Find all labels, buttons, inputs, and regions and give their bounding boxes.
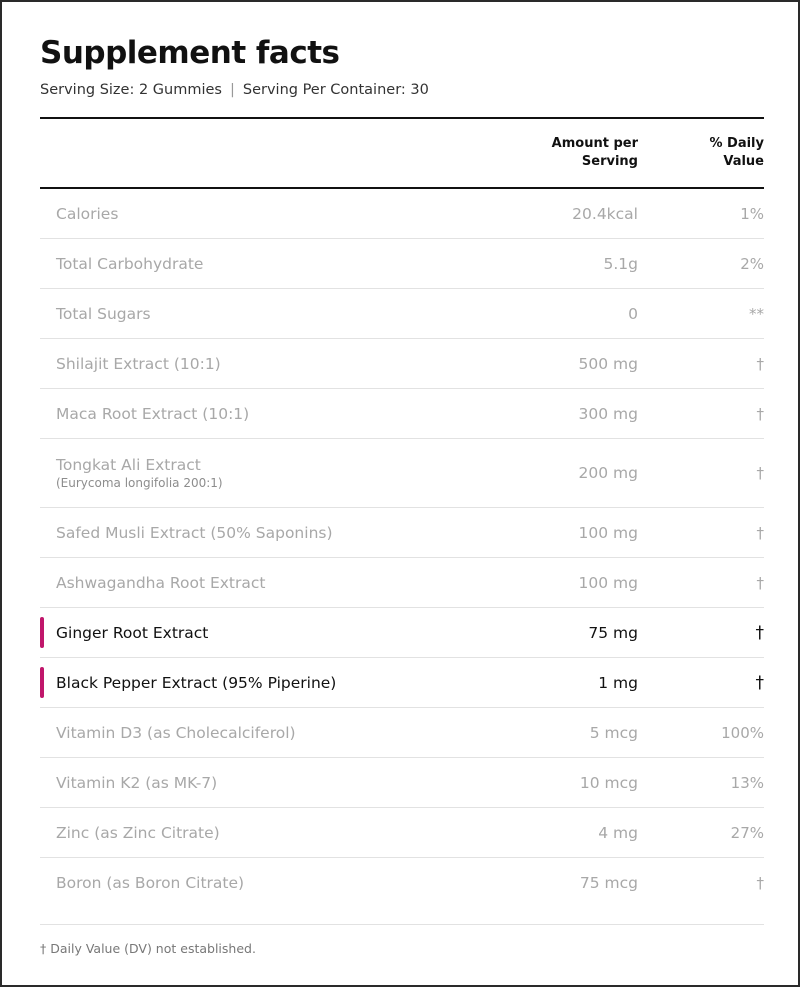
nutrient-label: Total Sugars — [56, 304, 151, 323]
table-row — [40, 858, 764, 907]
nutrient-label: Total Carbohydrate — [56, 254, 204, 273]
nutrient-name — [40, 874, 468, 892]
nutrient-amount: 4 mg — [598, 823, 638, 842]
table-row — [40, 389, 764, 439]
nutrient-daily-value: † — [756, 573, 764, 592]
nutrient-label: Vitamin D3 (as Cholecalciferol) — [56, 723, 296, 742]
nutrient-daily-value: 1% — [740, 204, 764, 223]
table-row — [40, 339, 764, 389]
nutrient-daily-value: 27% — [730, 823, 764, 842]
nutrient-amount: 75 mcg — [579, 873, 638, 892]
table-row — [40, 608, 764, 658]
nutrient-sublabel: (Eurycoma longifolia 200:1) — [56, 476, 223, 490]
nutrient-daily-value: 2% — [740, 254, 764, 273]
nutrient-daily-value: 100% — [721, 723, 764, 742]
nutrient-amount: 200 mg — [578, 464, 638, 482]
table-row — [40, 708, 764, 758]
highlight-marker — [40, 667, 44, 698]
footer-divider — [40, 924, 764, 925]
servings-per-container: Serving Per Container: 30 — [242, 82, 429, 98]
nutrient-amount: 100 mg — [578, 523, 638, 542]
nutrient-name — [40, 774, 468, 792]
nutrient-amount: 20.4kcal — [572, 204, 638, 223]
nutrient-name — [40, 824, 468, 842]
nutrient-daily-value: † — [756, 354, 764, 373]
nutrient-label: Vitamin K2 (as MK-7) — [56, 773, 218, 792]
nutrient-amount: 300 mg — [578, 404, 638, 423]
table-row — [40, 289, 764, 339]
nutrient-daily-value: † — [756, 873, 764, 892]
nutrient-daily-value: ** — [749, 304, 764, 323]
nutrient-daily-value: † — [756, 523, 764, 542]
nutrient-label: Ginger Root Extract — [56, 623, 209, 642]
nutrient-name — [40, 355, 468, 373]
nutrient-table-body — [40, 189, 764, 907]
nutrient-daily-value: 13% — [730, 773, 764, 792]
footnote: † Daily Value (DV) not established. — [40, 941, 256, 956]
table-row — [40, 658, 764, 708]
header-amount-line1: Amount per — [551, 136, 638, 151]
nutrient-amount: 5.1g — [603, 254, 638, 273]
nutrient-name — [40, 574, 468, 592]
header-daily-value — [638, 135, 764, 171]
nutrient-daily-value: † — [756, 464, 764, 482]
table-row — [40, 808, 764, 858]
nutrient-amount: 75 mg — [588, 623, 638, 642]
header-amount — [468, 135, 638, 171]
nutrient-amount: 1 mg — [598, 673, 638, 692]
supplement-facts-panel — [40, 32, 764, 956]
nutrient-label: Black Pepper Extract (95% Piperine) — [56, 673, 337, 692]
nutrient-amount: 5 mcg — [589, 723, 638, 742]
page-title: Supplement facts — [40, 35, 340, 71]
nutrient-amount: 100 mg — [578, 573, 638, 592]
header-amount-line2: Serving — [581, 154, 638, 169]
table-row — [40, 758, 764, 808]
nutrient-label: Ashwagandha Root Extract — [56, 573, 266, 592]
table-row — [40, 558, 764, 608]
nutrient-label: Calories — [56, 204, 119, 223]
serving-info — [40, 80, 764, 119]
nutrient-label: Safed Musli Extract (50% Saponins) — [56, 523, 333, 542]
serving-size: Serving Size: 2 Gummies — [40, 82, 222, 98]
serving-separator: | — [229, 82, 235, 98]
nutrient-name — [40, 405, 468, 423]
nutrient-label: Tongkat Ali Extract — [56, 456, 201, 474]
nutrient-name — [40, 305, 468, 323]
nutrient-label: Shilajit Extract (10:1) — [56, 354, 221, 373]
header-dv-line2: Value — [723, 154, 764, 169]
nutrient-name — [40, 205, 468, 223]
nutrient-amount: 0 — [628, 304, 638, 323]
nutrient-name — [40, 524, 468, 542]
header-dv-line1: % Daily — [709, 136, 764, 151]
table-row — [40, 508, 764, 558]
nutrient-label: Maca Root Extract (10:1) — [56, 404, 250, 423]
nutrient-name — [40, 724, 468, 742]
table-row — [40, 239, 764, 289]
nutrient-label: Boron (as Boron Citrate) — [56, 873, 245, 892]
nutrient-daily-value: † — [756, 404, 764, 423]
nutrient-daily-value: † — [755, 672, 764, 693]
table-row — [40, 189, 764, 239]
table-header — [40, 119, 764, 189]
nutrient-name — [40, 674, 468, 692]
nutrient-amount: 10 mcg — [579, 773, 638, 792]
nutrient-name — [40, 255, 468, 273]
nutrient-name — [40, 624, 468, 642]
table-row — [40, 439, 764, 508]
nutrient-label: Zinc (as Zinc Citrate) — [56, 823, 220, 842]
nutrient-amount: 500 mg — [578, 354, 638, 373]
highlight-marker — [40, 617, 44, 648]
nutrient-daily-value: † — [755, 622, 764, 643]
nutrient-name — [40, 456, 468, 490]
